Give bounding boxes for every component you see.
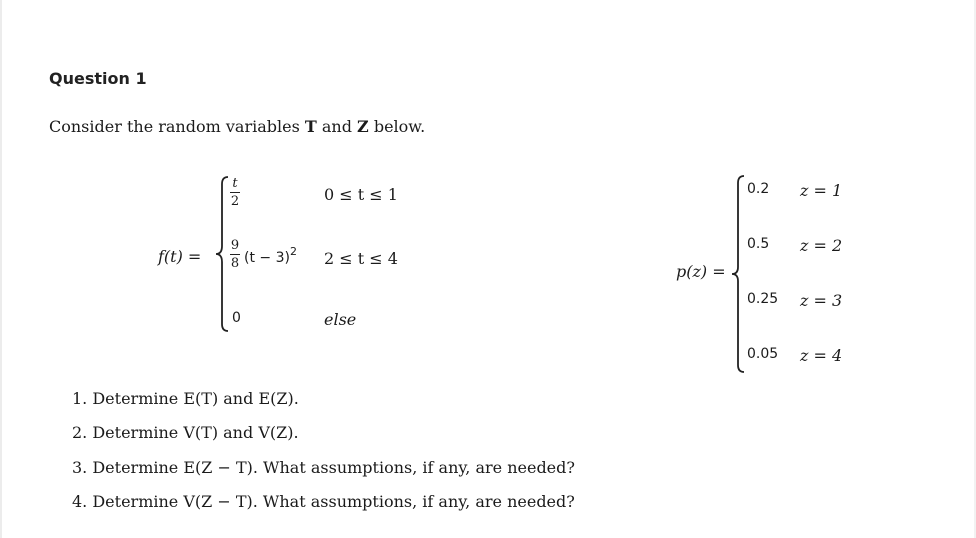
- p-case4-value: 0.05: [747, 346, 779, 362]
- p-case2-cond: z = 2: [800, 236, 843, 255]
- f-lhs: f(t) =: [158, 247, 202, 266]
- p-case1-cond: z = 1: [800, 181, 843, 200]
- question-item-3: 3. Determine E(Z − T). What assumptions, if any, are needed?: [72, 458, 575, 477]
- question-item-1: 1. Determine E(T) and E(Z).: [72, 389, 299, 408]
- p-lhs: p(z) =: [676, 262, 726, 281]
- f-brace-icon: [214, 176, 230, 332]
- f-case2-cond: 2 ≤ t ≤ 4: [324, 249, 398, 268]
- intro-mid: and: [316, 117, 358, 136]
- intro-before: Consider the random variables: [49, 117, 305, 136]
- question-title: Question 1: [49, 69, 147, 88]
- f-case2-expr: [244, 245, 297, 266]
- var-t: T: [304, 117, 317, 136]
- f-case2-exp: 2: [289, 245, 297, 258]
- p-case3-cond: z = 3: [800, 291, 843, 310]
- question-item-2: 2. Determine V(T) and V(Z).: [72, 423, 299, 442]
- question-item-4: 4. Determine V(Z − T). What assumptions, if any, are needed?: [72, 492, 575, 511]
- f-case1-frac: [230, 177, 240, 208]
- frac-bar: [230, 254, 240, 255]
- p-case4-cond: z = 4: [800, 346, 843, 365]
- f-case3-expr: 0: [232, 310, 241, 326]
- p-case2-value: 0.5: [747, 236, 770, 252]
- f-case2-den: 8: [230, 256, 240, 271]
- f-case3-cond: else: [324, 310, 357, 329]
- frac-bar: [230, 192, 240, 193]
- intro-sentence: [49, 117, 425, 136]
- f-case2-frac: [230, 239, 240, 270]
- p-case3-value: 0.25: [747, 291, 779, 307]
- f-case2-tail: (t − 3): [244, 250, 290, 266]
- var-z: Z: [357, 117, 369, 136]
- f-case1-cond: 0 ≤ t ≤ 1: [324, 185, 398, 204]
- intro-after: below.: [368, 117, 426, 136]
- f-case2-num: 9: [230, 238, 240, 253]
- p-case1-value: 0.2: [747, 181, 770, 197]
- f-case1-num: t: [232, 176, 238, 191]
- f-case1-den: 2: [230, 194, 240, 209]
- p-brace-icon: [730, 175, 746, 373]
- left-edge: [0, 0, 2, 538]
